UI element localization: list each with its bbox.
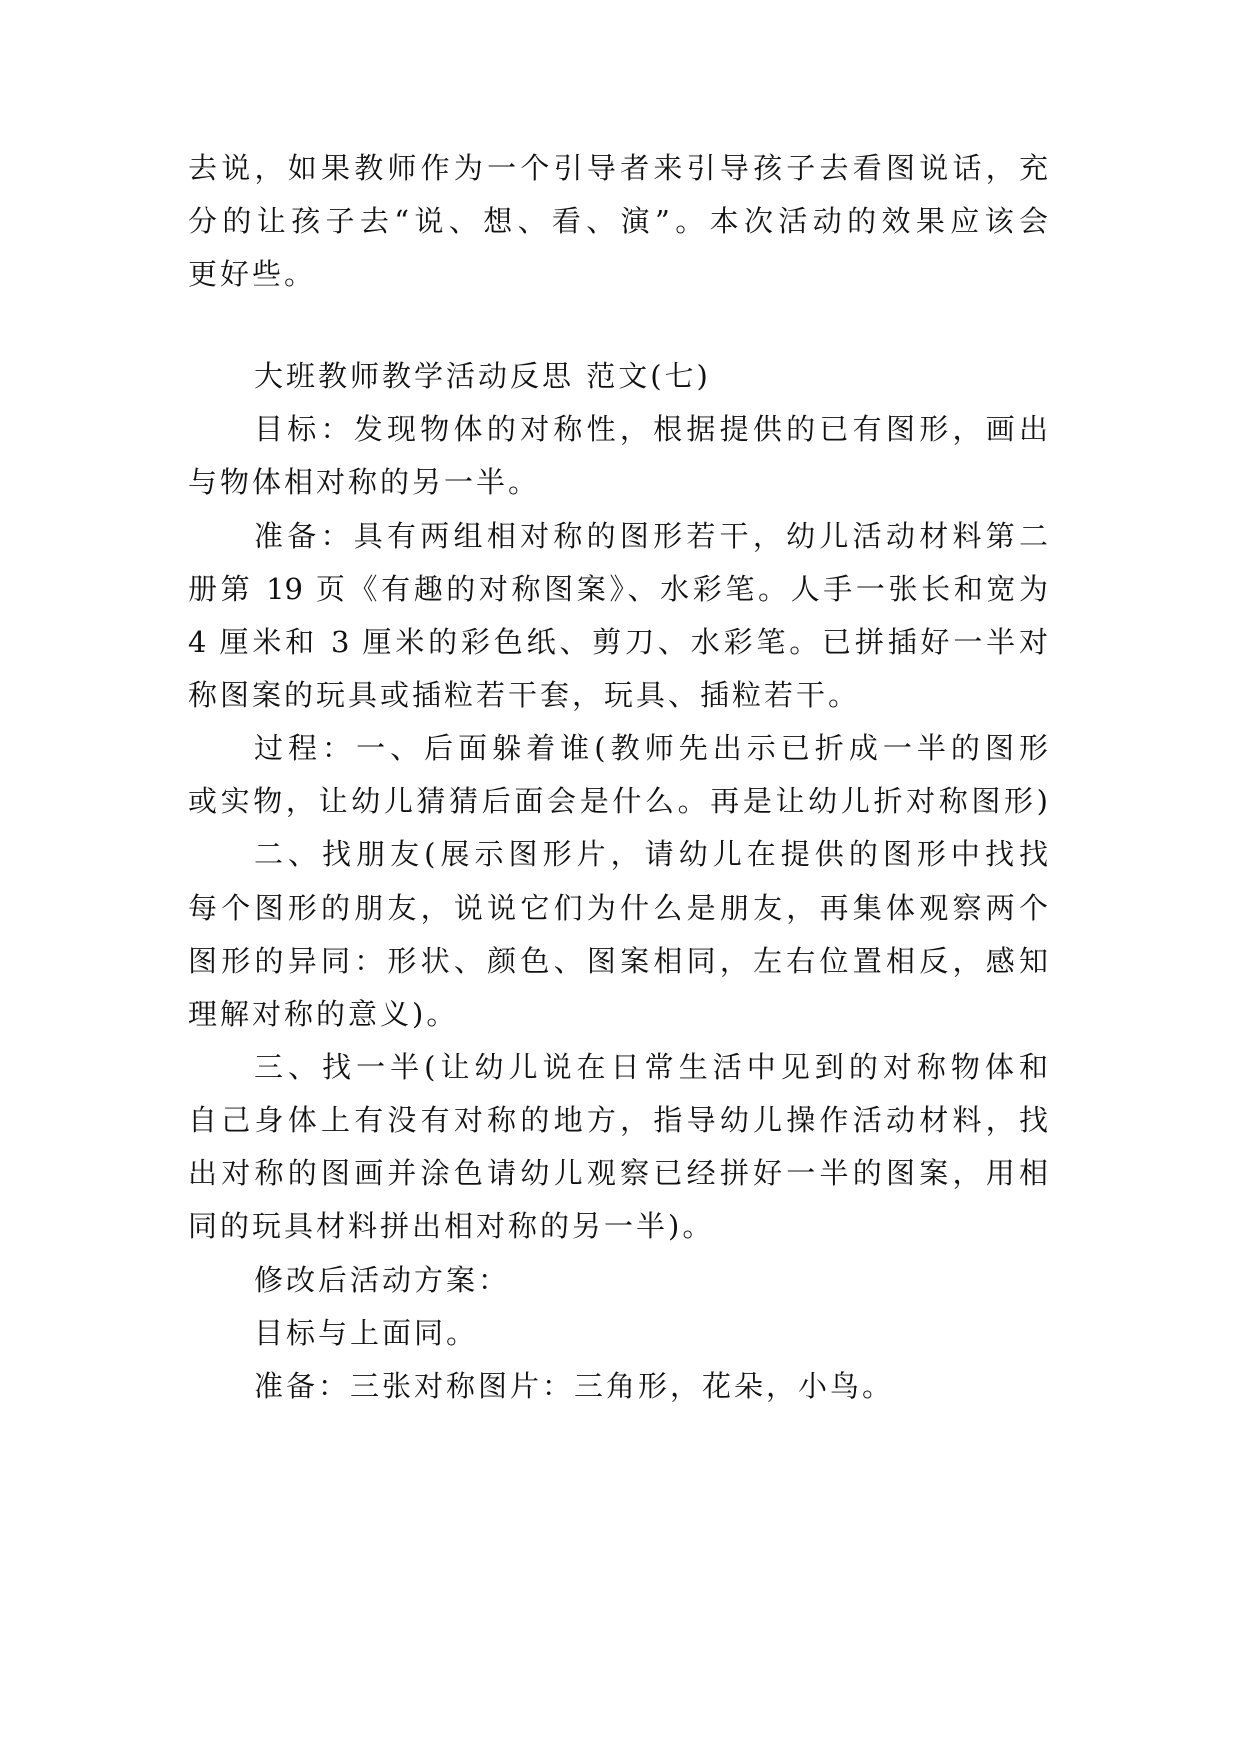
paragraph-line: 册第 19 页《有趣的对称图案》、水彩笔。人手一张长和宽为 <box>188 572 1048 606</box>
paragraph-line: 称图案的玩具或插粒若干套，玩具、插粒若干。 <box>188 678 861 712</box>
paragraph-line: 与物体相对称的另一半。 <box>188 465 541 499</box>
paragraph-line: 或实物，让幼儿猜猜后面会是什么。再是让幼儿折对称图形) <box>188 784 1048 818</box>
paragraph-line: 三、找一半(让幼儿说在日常生活中见到的对称物体和 <box>254 1050 1048 1084</box>
paragraph-line: 二、找朋友(展示图形片，请幼儿在提供的图形中找找 <box>254 837 1048 871</box>
paragraph-line: 过程：一、后面躲着谁(教师先出示已折成一半的图形 <box>254 731 1048 765</box>
paragraph-line: 准备：具有两组相对称的图形若干，幼儿活动材料第二 <box>254 519 1048 553</box>
paragraph-line: 目标：发现物体的对称性，根据提供的已有图形，画出 <box>254 412 1048 446</box>
paragraph-line: 修改后活动方案： <box>254 1263 511 1297</box>
paragraph-line: 出对称的图画并涂色请幼儿观察已经拼好一半的图案，用相 <box>188 1156 1048 1190</box>
paragraph-line: 自己身体上有没有对称的地方，指导幼儿操作活动材料，找 <box>188 1103 1048 1137</box>
paragraph-line: 分的让孩子去“说、想、看、演”。本次活动的效果应该会 <box>188 204 1048 238</box>
paragraph-line: 同的玩具材料拼出相对称的另一半)。 <box>188 1209 715 1243</box>
paragraph-line: 图形的异同：形状、颜色、图案相同，左右位置相反，感知 <box>188 944 1048 978</box>
section-heading: 大班教师教学活动反思 范文(七) <box>254 359 711 393</box>
paragraph-line: 4 厘米和 3 厘米的彩色纸、剪刀、水彩笔。已拼插好一半对 <box>188 625 1048 659</box>
paragraph-line: 每个图形的朋友，说说它们为什么是朋友，再集体观察两个 <box>188 891 1048 925</box>
paragraph-line: 目标与上面同。 <box>254 1316 479 1350</box>
paragraph-line: 理解对称的意义)。 <box>188 997 459 1031</box>
paragraph-line: 准备：三张对称图片：三角形，花朵，小鸟。 <box>254 1369 895 1403</box>
paragraph-line: 去说，如果教师作为一个引导者来引导孩子去看图说话，充 <box>188 151 1048 185</box>
paragraph-line: 更好些。 <box>188 257 317 291</box>
